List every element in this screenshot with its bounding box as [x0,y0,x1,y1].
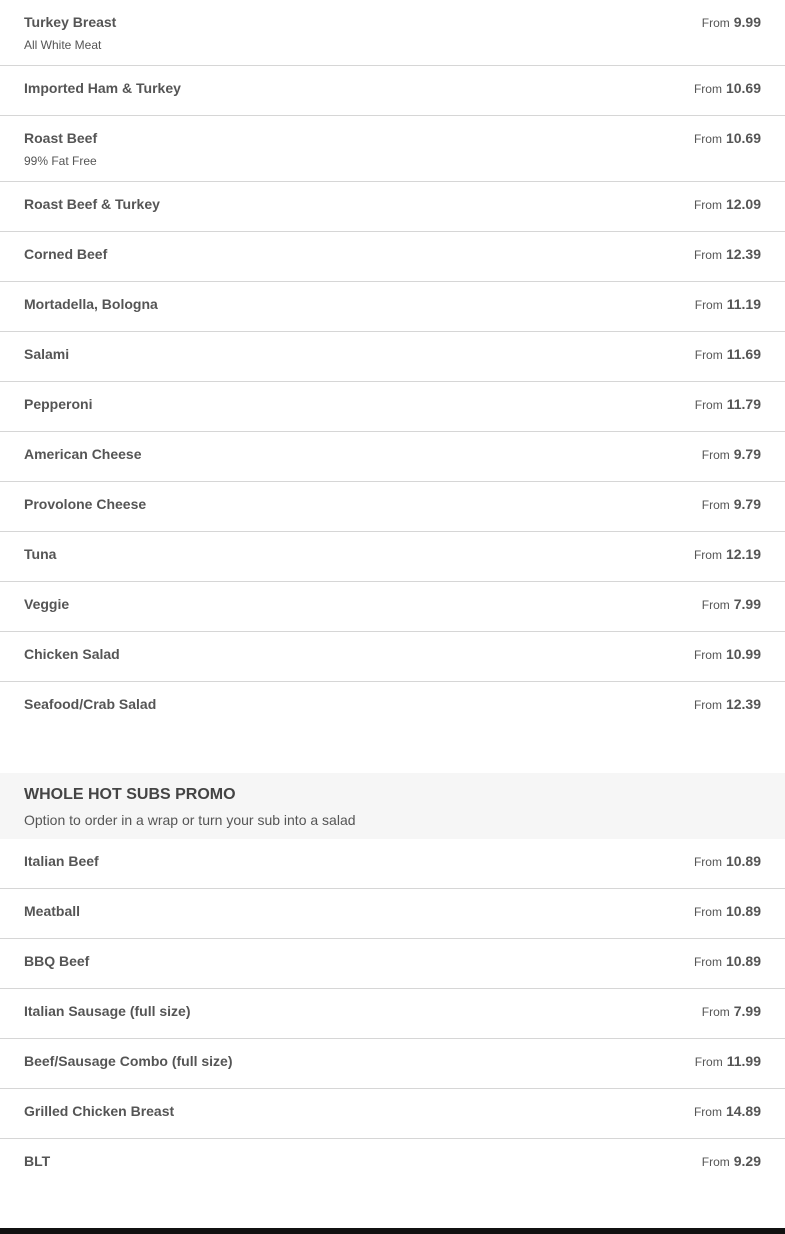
item-price [694,80,761,98]
price-from-label: From [694,398,723,412]
price-value: 11.69 [726,346,761,362]
item-name: Imported Ham & Turkey [24,80,181,96]
item-name: Grilled Chicken Breast [24,1103,175,1119]
menu-item-pepperoni[interactable] [0,382,785,432]
price-from-label: From [693,855,722,869]
menu-item-veggie[interactable] [0,582,785,632]
item-name: Italian Beef [24,853,99,869]
price-value: 10.99 [725,646,761,662]
item-name: Salami [24,346,70,362]
price-from-label: From [694,1055,723,1069]
price-value: 10.69 [725,130,761,146]
menu-item-italian-beef[interactable] [0,839,785,889]
item-name: Tuna [24,546,57,562]
price-value: 11.99 [726,1053,761,1069]
price-value: 9.99 [733,14,761,30]
price-value: 12.09 [725,196,761,212]
item-price [702,14,761,32]
item-description: 99% Fat Free [24,154,97,168]
section-title: WHOLE HOT SUBS PROMO [24,786,236,803]
item-price [695,1053,761,1071]
price-from-label: From [701,1005,730,1019]
item-name: Roast Beef [24,130,98,146]
item-name: Veggie [24,596,70,612]
section-description: Option to order in a wrap or turn your sub into a salad [24,812,356,828]
item-name: BBQ Beef [24,953,90,969]
price-from-label: From [694,348,723,362]
price-value: 7.99 [733,1003,761,1019]
price-from-label: From [693,548,722,562]
price-value: 10.69 [725,80,761,96]
menu-item-mortadella-bologna[interactable] [0,282,785,332]
item-price [694,196,761,214]
price-from-label: From [694,298,723,312]
menu-item-italian-sausage[interactable] [0,989,785,1039]
price-from-label: From [693,248,722,262]
item-name: Pepperoni [24,396,93,412]
price-value: 14.89 [725,1103,761,1119]
item-price [694,130,761,148]
price-from-label: From [701,448,730,462]
bottom-bar [0,1228,785,1234]
menu-item-roast-beef[interactable] [0,116,785,182]
menu-item-imported-ham-turkey[interactable] [0,66,785,116]
item-name: Provolone Cheese [24,496,147,512]
price-from-label: From [693,132,722,146]
item-name: Chicken Salad [24,646,120,662]
item-name: American Cheese [24,446,142,462]
price-from-label: From [701,16,730,30]
price-from-label: From [693,698,722,712]
price-value: 9.79 [733,496,761,512]
item-price [702,496,761,514]
price-value: 9.79 [733,446,761,462]
menu-item-beef-sausage-combo[interactable] [0,1039,785,1089]
item-price [694,953,761,971]
price-from-label: From [701,498,730,512]
price-from-label: From [701,598,730,612]
item-price [695,296,761,314]
menu-item-american-cheese[interactable] [0,432,785,482]
item-name: Seafood/Crab Salad [24,696,157,712]
price-from-label: From [693,905,722,919]
price-value: 9.29 [733,1153,761,1169]
item-price [702,596,761,614]
item-description: All White Meat [24,38,102,52]
menu-item-bbq-beef[interactable] [0,939,785,989]
menu-item-chicken-salad[interactable] [0,632,785,682]
item-price [694,646,761,664]
item-price [694,903,761,921]
item-name: Turkey Breast [24,14,117,30]
section-header-hot-subs [0,773,785,839]
menu-item-meatball[interactable] [0,889,785,939]
item-name: Mortadella, Bologna [24,296,158,312]
price-value: 10.89 [725,903,761,919]
price-value: 10.89 [725,953,761,969]
item-price [694,696,761,714]
price-from-label: From [693,648,722,662]
item-price [694,1103,761,1121]
price-value: 10.89 [725,853,761,869]
price-value: 12.19 [725,546,761,562]
item-price [694,853,761,871]
item-price [702,1153,761,1171]
menu-item-turkey-breast[interactable] [0,0,785,66]
price-value: 11.19 [726,296,761,312]
section-spacer [0,732,785,773]
price-from-label: From [693,955,722,969]
item-price [695,396,761,414]
menu-item-provolone-cheese[interactable] [0,482,785,532]
item-price [694,246,761,264]
menu-item-seafood-crab-salad[interactable] [0,682,785,732]
menu-item-roast-beef-turkey[interactable] [0,182,785,232]
item-price [694,546,761,564]
menu-item-grilled-chicken-breast[interactable] [0,1089,785,1139]
price-from-label: From [693,1105,722,1119]
item-name: Roast Beef & Turkey [24,196,160,212]
item-price [695,346,761,364]
item-name: Beef/Sausage Combo (full size) [24,1053,233,1069]
item-price [702,1003,761,1021]
item-price [702,446,761,464]
item-name: Meatball [24,903,81,919]
item-name: BLT [24,1153,51,1169]
price-from-label: From [693,82,722,96]
price-value: 12.39 [725,246,761,262]
price-value: 11.79 [726,396,761,412]
item-name: Corned Beef [24,246,108,262]
price-value: 12.39 [725,696,761,712]
price-value: 7.99 [733,596,761,612]
hot-subs-list [0,839,785,1189]
menu-item-salami[interactable] [0,332,785,382]
menu-item-blt[interactable] [0,1139,785,1189]
item-name: Italian Sausage (full size) [24,1003,191,1019]
price-from-label: From [701,1155,730,1169]
price-from-label: From [693,198,722,212]
menu-item-tuna[interactable] [0,532,785,582]
menu-item-corned-beef[interactable] [0,232,785,282]
